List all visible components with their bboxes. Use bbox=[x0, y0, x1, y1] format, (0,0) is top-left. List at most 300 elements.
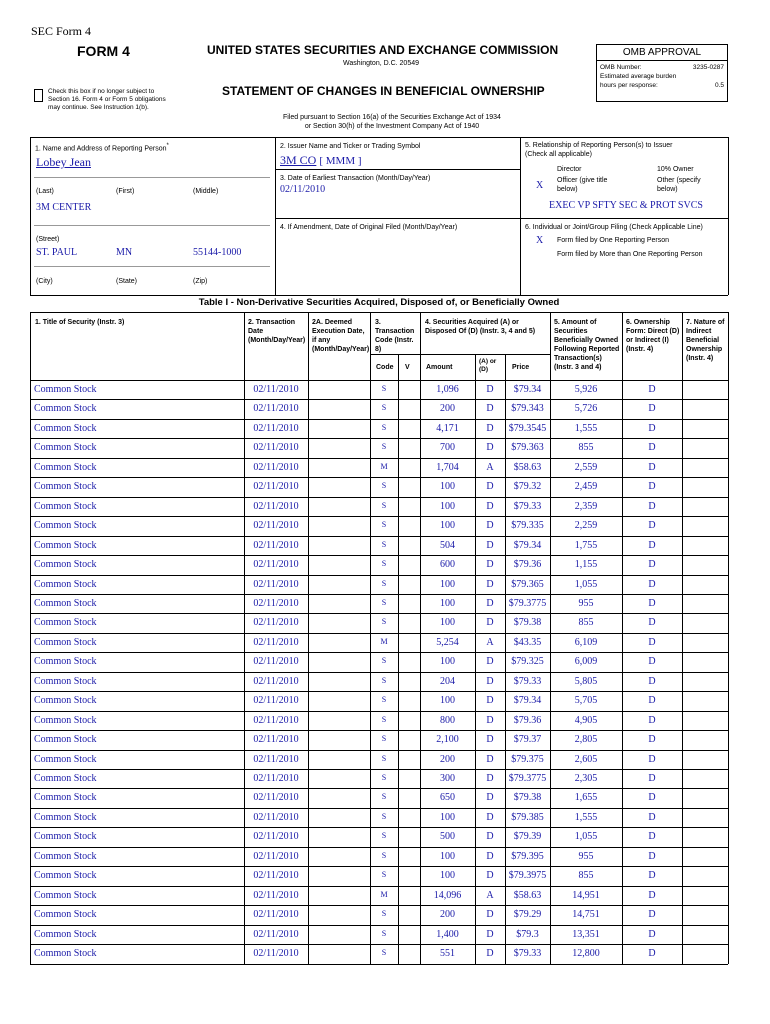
cell-amount: 5,254 bbox=[436, 636, 459, 648]
issuer-label: 2. Issuer Name and Ticker or Trading Symbol bbox=[280, 143, 421, 150]
omb-number-label: OMB Number: bbox=[600, 64, 642, 71]
cell-date: 02/11/2010 bbox=[253, 617, 299, 629]
table-row-rule bbox=[30, 458, 728, 459]
table-row-rule bbox=[30, 633, 728, 634]
filed-pursuant: Filed pursuant to Section 16(a) of the Securities Exchange Act of 1934 or Section 30(h) of the Investment Company Act of 1940 bbox=[283, 114, 501, 130]
cell-form: D bbox=[648, 461, 656, 473]
director-option[interactable]: Director bbox=[557, 166, 582, 173]
cell-amount: 1,704 bbox=[436, 461, 459, 473]
cell-code: S bbox=[381, 617, 387, 627]
cell-owned: 13,351 bbox=[572, 928, 600, 940]
cell-price: $79.39 bbox=[513, 831, 542, 843]
cell-code: S bbox=[381, 539, 387, 549]
col-nature-header: 7. Nature of Indirect Beneficial Ownership (Instr. 4) bbox=[686, 319, 725, 362]
cell-price: $79.343 bbox=[511, 403, 544, 415]
table-title: Table I - Non-Derivative Securities Acquired, Disposed of, or Beneficially Owned bbox=[198, 297, 560, 308]
cell-title: Common Stock bbox=[34, 831, 97, 843]
table-row-rule bbox=[30, 652, 728, 653]
cell-amount: 100 bbox=[440, 520, 455, 532]
cell-form: D bbox=[648, 442, 656, 454]
cell-title: Common Stock bbox=[34, 481, 97, 493]
cell-amount: 300 bbox=[440, 773, 455, 784]
cell-date: 02/11/2010 bbox=[253, 850, 299, 862]
table-row-rule bbox=[30, 750, 728, 751]
table-row-rule bbox=[30, 769, 728, 770]
cell-code: S bbox=[381, 948, 387, 958]
cell-amount: 100 bbox=[440, 850, 455, 862]
cell-title: Common Stock bbox=[34, 811, 97, 823]
agency-title: UNITED STATES SECURITIES AND EXCHANGE COMMISSION bbox=[207, 43, 559, 57]
cell-owned: 855 bbox=[578, 442, 594, 454]
cell-ad: D bbox=[486, 422, 494, 434]
cell-ad: D bbox=[486, 792, 494, 804]
cell-amount: 100 bbox=[440, 597, 455, 609]
cell-title: Common Stock bbox=[34, 714, 97, 726]
cell-ad: D bbox=[486, 928, 494, 940]
table-row-rule bbox=[30, 730, 728, 731]
cell-amount: 100 bbox=[440, 656, 455, 668]
cell-price: $58.63 bbox=[513, 889, 542, 901]
table-row-rule bbox=[30, 477, 728, 478]
cell-ad: D bbox=[486, 850, 494, 862]
cell-title: Common Stock bbox=[34, 909, 97, 921]
cell-amount: 650 bbox=[440, 792, 455, 804]
officer-title: EXEC VP SFTY SEC & PROT SVCS bbox=[549, 200, 703, 211]
cell-amount: 1,096 bbox=[436, 384, 459, 395]
cell-title: Common Stock bbox=[34, 636, 97, 648]
table-row-rule bbox=[30, 944, 728, 945]
cell-date: 02/11/2010 bbox=[253, 384, 299, 395]
cell-amount: 100 bbox=[440, 870, 455, 882]
cell-code: S bbox=[381, 481, 387, 491]
cell-date: 02/11/2010 bbox=[253, 559, 299, 571]
cell-form: D bbox=[648, 597, 656, 609]
no-longer-subject-checkbox[interactable] bbox=[34, 89, 43, 102]
other-option[interactable]: Other (specify below) bbox=[657, 177, 701, 193]
cell-price: $79.33 bbox=[513, 675, 542, 687]
cell-price: $79.3775 bbox=[508, 597, 547, 609]
cell-form: D bbox=[648, 403, 656, 415]
cell-owned: 5,726 bbox=[574, 403, 598, 415]
col-date-header: 2. Transaction Date (Month/Day/Year) bbox=[248, 319, 306, 344]
cell-form: D bbox=[648, 675, 656, 687]
cell-date: 02/11/2010 bbox=[253, 928, 299, 940]
street-value: 3M CENTER bbox=[36, 202, 92, 213]
filing-mark: X bbox=[536, 235, 544, 246]
city-label: (City) bbox=[36, 278, 53, 285]
cell-code: M bbox=[380, 461, 388, 471]
cell-title: Common Stock bbox=[34, 442, 97, 454]
filing-label: 6. Individual or Joint/Group Filing (Check Applicable Line) bbox=[525, 224, 703, 231]
cell-price: $79.335 bbox=[511, 520, 544, 532]
cell-owned: 2,459 bbox=[574, 481, 598, 493]
cell-owned: 2,559 bbox=[574, 461, 598, 473]
cell-price: $79.38 bbox=[513, 617, 542, 629]
cell-form: D bbox=[648, 850, 656, 862]
statement-title: STATEMENT OF CHANGES IN BENEFICIAL OWNERSHIP bbox=[222, 84, 545, 98]
omb-title: OMB APPROVAL bbox=[597, 45, 727, 61]
cell-code: S bbox=[381, 831, 387, 841]
cell-date: 02/11/2010 bbox=[253, 889, 299, 901]
cell-title: Common Stock bbox=[34, 422, 97, 434]
cell-date: 02/11/2010 bbox=[253, 500, 299, 512]
sub-amount-header: Amount bbox=[426, 364, 453, 371]
cell-code: S bbox=[381, 520, 387, 530]
cell-date: 02/11/2010 bbox=[253, 442, 299, 454]
cell-code: S bbox=[381, 792, 387, 802]
cell-date: 02/11/2010 bbox=[253, 831, 299, 843]
cell-amount: 100 bbox=[440, 481, 455, 493]
cell-amount: 100 bbox=[440, 811, 455, 823]
cell-form: D bbox=[648, 831, 656, 843]
cell-price: $79.34 bbox=[513, 384, 542, 395]
table-top-rule bbox=[30, 312, 728, 313]
sub-price-header: Price bbox=[512, 364, 530, 371]
cell-title: Common Stock bbox=[34, 656, 97, 668]
table-row-rule bbox=[30, 594, 728, 595]
cell-code: S bbox=[381, 559, 387, 569]
cell-ad: D bbox=[486, 539, 494, 551]
cell-owned: 6,009 bbox=[574, 656, 598, 668]
omb-hours-label: hours per response: bbox=[600, 82, 658, 89]
cell-form: D bbox=[648, 559, 656, 571]
cell-form: D bbox=[648, 384, 656, 395]
cell-form: D bbox=[648, 539, 656, 551]
cell-title: Common Stock bbox=[34, 520, 97, 532]
cell-title: Common Stock bbox=[34, 559, 97, 571]
cell-owned: 955 bbox=[578, 850, 594, 862]
cell-title: Common Stock bbox=[34, 948, 97, 960]
cell-title: Common Stock bbox=[34, 850, 97, 862]
cell-price: $79.32 bbox=[513, 481, 542, 493]
cell-amount: 700 bbox=[440, 442, 455, 454]
cell-amount: 204 bbox=[440, 675, 455, 687]
cell-form: D bbox=[648, 695, 656, 707]
cell-price: $79.325 bbox=[511, 656, 544, 668]
cell-ad: D bbox=[486, 870, 494, 882]
cell-title: Common Stock bbox=[34, 597, 97, 609]
cell-ad: A bbox=[486, 889, 494, 901]
street-label: (Street) bbox=[36, 236, 60, 243]
cell-date: 02/11/2010 bbox=[253, 714, 299, 726]
omb-number: 3235-0287 bbox=[692, 64, 724, 71]
cell-ad: D bbox=[486, 909, 494, 921]
cell-ad: D bbox=[486, 714, 494, 726]
sec-form-label: SEC Form 4 bbox=[31, 24, 92, 38]
table-row-rule bbox=[30, 925, 728, 926]
cell-owned: 1,555 bbox=[574, 422, 598, 434]
table-row-rule bbox=[30, 419, 728, 420]
cell-price: $79.36 bbox=[513, 559, 542, 571]
cell-title: Common Stock bbox=[34, 403, 97, 415]
table-row-rule bbox=[30, 672, 728, 673]
table-row-rule bbox=[30, 575, 728, 576]
cell-owned: 955 bbox=[578, 597, 594, 609]
cell-form: D bbox=[648, 753, 656, 765]
cell-amount: 1,400 bbox=[436, 928, 459, 940]
form-title: FORM 4 bbox=[77, 43, 130, 59]
cell-title: Common Stock bbox=[34, 792, 97, 804]
zip-label: (Zip) bbox=[193, 278, 208, 285]
cell-amount: 504 bbox=[440, 539, 455, 551]
cell-code: S bbox=[381, 578, 387, 588]
cell-ad: D bbox=[486, 403, 494, 415]
cell-ad: D bbox=[486, 773, 494, 784]
cell-amount: 800 bbox=[440, 714, 455, 726]
cell-form: D bbox=[648, 520, 656, 532]
cell-code: S bbox=[381, 773, 387, 782]
cell-form: D bbox=[648, 889, 656, 901]
cell-code: S bbox=[381, 811, 387, 821]
cell-code: S bbox=[381, 656, 387, 666]
middle-label: (Middle) bbox=[193, 188, 219, 195]
cell-ad: D bbox=[486, 753, 494, 765]
cell-price: $79.36 bbox=[513, 714, 542, 726]
cell-form: D bbox=[648, 773, 656, 784]
cell-form: D bbox=[648, 714, 656, 726]
cell-code: S bbox=[381, 909, 387, 919]
cell-code: M bbox=[380, 889, 388, 899]
cell-owned: 14,751 bbox=[572, 909, 600, 921]
col-ownership-header: 6. Ownership Form: Direct (D) or Indirect (I) (Instr. 4) bbox=[626, 319, 680, 353]
cell-title: Common Stock bbox=[34, 675, 97, 687]
cell-owned: 5,926 bbox=[574, 384, 598, 395]
cell-date: 02/11/2010 bbox=[253, 422, 299, 434]
table-row-rule bbox=[30, 497, 728, 498]
cell-price: $79.3545 bbox=[508, 422, 547, 434]
table-row-rule bbox=[30, 886, 728, 887]
cell-price: $79.34 bbox=[513, 539, 542, 551]
cell-ad: D bbox=[486, 559, 494, 571]
cell-owned: 2,605 bbox=[574, 753, 598, 765]
cell-form: D bbox=[648, 481, 656, 493]
cell-price: $79.34 bbox=[513, 695, 542, 707]
cell-date: 02/11/2010 bbox=[253, 753, 299, 765]
cell-code: S bbox=[381, 597, 387, 607]
cell-owned: 2,359 bbox=[574, 500, 598, 512]
cell-title: Common Stock bbox=[34, 539, 97, 551]
cell-ad: D bbox=[486, 578, 494, 590]
cell-form: D bbox=[648, 792, 656, 804]
issuer-ticker: [ MMM ] bbox=[319, 155, 362, 167]
cell-title: Common Stock bbox=[34, 928, 97, 940]
cell-date: 02/11/2010 bbox=[253, 948, 299, 960]
issuer-name[interactable]: 3M CO bbox=[280, 153, 317, 167]
cell-amount: 200 bbox=[440, 909, 455, 921]
earliest-date-label: 3. Date of Earliest Transaction (Month/Day/Year) bbox=[280, 175, 431, 182]
cell-amount: 100 bbox=[440, 500, 455, 512]
cell-date: 02/11/2010 bbox=[253, 656, 299, 668]
col-code-header: 3. Transaction Code (Instr. 8) bbox=[375, 319, 415, 353]
table-row-rule bbox=[30, 516, 728, 517]
filing-more-persons[interactable]: Form filed by More than One Reporting Person bbox=[557, 251, 703, 258]
omb-burden: 0.5 bbox=[714, 82, 724, 89]
cell-owned: 1,055 bbox=[574, 831, 598, 843]
cell-code: S bbox=[381, 422, 387, 432]
cell-amount: 500 bbox=[440, 831, 455, 843]
cell-ad: D bbox=[486, 656, 494, 668]
table-row-rule bbox=[30, 399, 728, 400]
reporting-person-name[interactable]: Lobey Jean bbox=[36, 155, 91, 169]
filing-one-person[interactable]: Form filed by One Reporting Person bbox=[557, 237, 670, 244]
cell-price: $79.33 bbox=[513, 500, 542, 512]
cell-owned: 12,800 bbox=[572, 948, 600, 960]
cell-date: 02/11/2010 bbox=[253, 520, 299, 532]
cell-amount: 4,171 bbox=[436, 422, 459, 434]
table-col-rule bbox=[728, 312, 729, 964]
table-row-rule bbox=[30, 827, 728, 828]
cell-date: 02/11/2010 bbox=[253, 792, 299, 804]
cell-title: Common Stock bbox=[34, 461, 97, 473]
cell-owned: 2,259 bbox=[574, 520, 598, 532]
state-value: MN bbox=[116, 247, 133, 258]
table-row-rule bbox=[30, 964, 728, 965]
cell-code: S bbox=[381, 714, 387, 724]
subheader-rule bbox=[370, 354, 550, 355]
cell-price: $43.35 bbox=[513, 636, 542, 648]
ten-percent-owner-option[interactable]: 10% Owner bbox=[657, 166, 694, 173]
relationship-label: 5. Relationship of Reporting Person(s) to Issuer (Check all applicable) bbox=[525, 142, 673, 158]
table-row-rule bbox=[30, 847, 728, 848]
cell-owned: 1,155 bbox=[574, 559, 598, 571]
cell-form: D bbox=[648, 617, 656, 629]
cell-amount: 600 bbox=[440, 559, 455, 571]
city-value: ST. PAUL bbox=[36, 247, 78, 258]
first-label: (First) bbox=[116, 188, 135, 195]
cell-price: $79.395 bbox=[511, 850, 544, 862]
table-row-rule bbox=[30, 905, 728, 906]
cell-amount: 2,100 bbox=[436, 734, 459, 746]
cell-code: S bbox=[381, 403, 387, 413]
cell-price: $79.37 bbox=[513, 734, 542, 746]
cell-ad: A bbox=[486, 636, 494, 648]
cell-title: Common Stock bbox=[34, 384, 97, 395]
cell-ad: D bbox=[486, 442, 494, 454]
cell-price: $79.38 bbox=[513, 792, 542, 804]
sub-v-header: V bbox=[405, 364, 410, 371]
cell-title: Common Stock bbox=[34, 500, 97, 512]
cell-owned: 14,951 bbox=[572, 889, 600, 901]
cell-title: Common Stock bbox=[34, 578, 97, 590]
cell-owned: 1,555 bbox=[574, 811, 598, 823]
cell-price: $79.3775 bbox=[508, 773, 547, 784]
cell-price: $79.3 bbox=[516, 928, 539, 940]
cell-date: 02/11/2010 bbox=[253, 811, 299, 823]
cell-date: 02/11/2010 bbox=[253, 403, 299, 415]
last-label: (Last) bbox=[36, 188, 54, 195]
cell-owned: 6,109 bbox=[574, 636, 598, 648]
cell-owned: 5,705 bbox=[574, 695, 598, 707]
cell-date: 02/11/2010 bbox=[253, 695, 299, 707]
cell-date: 02/11/2010 bbox=[253, 909, 299, 921]
cell-amount: 100 bbox=[440, 578, 455, 590]
cell-form: D bbox=[648, 909, 656, 921]
cell-code: S bbox=[381, 384, 387, 393]
cell-code: S bbox=[381, 753, 387, 763]
cell-owned: 5,805 bbox=[574, 675, 598, 687]
table-row-rule bbox=[30, 613, 728, 614]
cell-price: $79.33 bbox=[513, 948, 542, 960]
cell-title: Common Stock bbox=[34, 753, 97, 765]
table-row-rule bbox=[30, 788, 728, 789]
cell-owned: 1,655 bbox=[574, 792, 598, 804]
cell-date: 02/11/2010 bbox=[253, 870, 299, 882]
cell-code: S bbox=[381, 500, 387, 510]
cell-title: Common Stock bbox=[34, 617, 97, 629]
cell-ad: D bbox=[486, 811, 494, 823]
cell-ad: D bbox=[486, 500, 494, 512]
cell-ad: D bbox=[486, 948, 494, 960]
cell-form: D bbox=[648, 870, 656, 882]
cell-ad: A bbox=[486, 461, 494, 473]
cell-form: D bbox=[648, 734, 656, 746]
cell-date: 02/11/2010 bbox=[253, 461, 299, 473]
cell-title: Common Stock bbox=[34, 695, 97, 707]
cell-owned: 4,905 bbox=[574, 714, 598, 726]
col-title-header: 1. Title of Security (Instr. 3) bbox=[35, 319, 125, 326]
cell-owned: 855 bbox=[578, 617, 594, 629]
cell-price: $79.375 bbox=[511, 753, 544, 765]
cell-form: D bbox=[648, 422, 656, 434]
cell-date: 02/11/2010 bbox=[253, 578, 299, 590]
cell-code: S bbox=[381, 870, 387, 880]
cell-form: D bbox=[648, 811, 656, 823]
cell-amount: 200 bbox=[440, 753, 455, 765]
cell-date: 02/11/2010 bbox=[253, 539, 299, 551]
cell-amount: 100 bbox=[440, 695, 455, 707]
zip-value: 55144-1000 bbox=[193, 247, 242, 258]
cell-ad: D bbox=[486, 617, 494, 629]
cell-date: 02/11/2010 bbox=[253, 597, 299, 609]
cell-title: Common Stock bbox=[34, 870, 97, 882]
cell-ad: D bbox=[486, 384, 494, 395]
cell-amount: 100 bbox=[440, 617, 455, 629]
cell-code: S bbox=[381, 675, 387, 685]
omb-burden-label: Estimated average burden bbox=[600, 73, 677, 80]
issuer-row bbox=[280, 153, 362, 168]
officer-mark: X bbox=[536, 180, 544, 191]
cell-code: S bbox=[381, 928, 387, 938]
cell-owned: 2,805 bbox=[574, 734, 598, 746]
cell-ad: D bbox=[486, 831, 494, 843]
table-row-rule bbox=[30, 691, 728, 692]
cell-amount: 200 bbox=[440, 403, 455, 415]
cell-date: 02/11/2010 bbox=[253, 675, 299, 687]
cell-date: 02/11/2010 bbox=[253, 734, 299, 746]
cell-title: Common Stock bbox=[34, 889, 97, 901]
table-row-rule bbox=[30, 866, 728, 867]
cell-title: Common Stock bbox=[34, 734, 97, 746]
col-amount-owned-header: 5. Amount of Securities Beneficially Owned Following Reported Transaction(s) (Instr. 3 and 4) bbox=[554, 319, 620, 371]
cell-price: $79.385 bbox=[511, 811, 544, 823]
table-row-rule bbox=[30, 711, 728, 712]
cell-form: D bbox=[648, 928, 656, 940]
cell-amount: 14,096 bbox=[433, 889, 462, 901]
cell-owned: 855 bbox=[578, 870, 594, 882]
cell-ad: D bbox=[486, 734, 494, 746]
col-securities-header: 4. Securities Acquired (A) or Disposed Of (D) (Instr. 3, 4 and 5) bbox=[425, 319, 536, 335]
table-row-rule bbox=[30, 808, 728, 809]
cell-price: $79.365 bbox=[511, 578, 544, 590]
omb-approval-box bbox=[596, 44, 728, 102]
cell-ad: D bbox=[486, 675, 494, 687]
amendment-label: 4. If Amendment, Date of Original Filed (Month/Day/Year) bbox=[280, 224, 458, 231]
cell-code: S bbox=[381, 850, 387, 860]
sub-aord-header: (A) or (D) bbox=[479, 358, 497, 373]
cell-form: D bbox=[648, 948, 656, 960]
cell-date: 02/11/2010 bbox=[253, 636, 299, 648]
officer-option[interactable]: Officer (give title below) bbox=[557, 177, 608, 193]
